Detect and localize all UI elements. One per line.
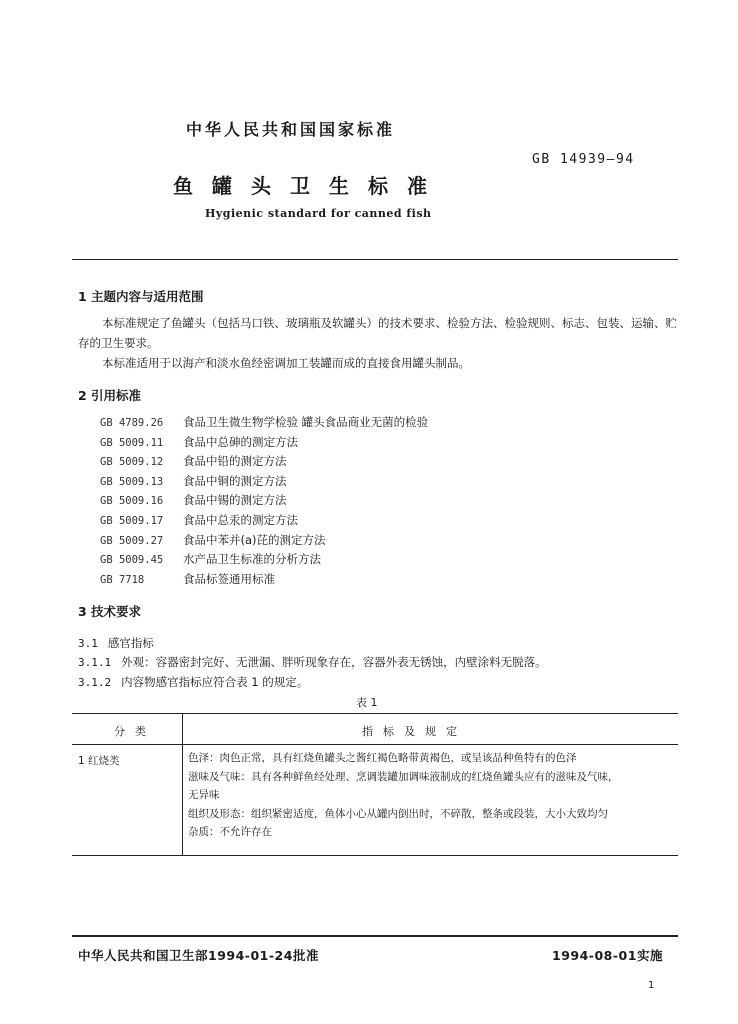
table-caption: 表 1 xyxy=(356,696,378,709)
issuer-title: 中华人民共和国国家标准 xyxy=(186,120,396,139)
reference-item xyxy=(100,570,428,590)
reference-code: GB 5009.16 xyxy=(100,495,164,508)
table-row-category: 1 红烧类 xyxy=(78,755,120,767)
clause-text: 外观：容器密封完好、无泄漏、胖听现象存在，容器外表无锈蚀，内壁涂料无脱落。 xyxy=(121,655,547,669)
spec-line: 无异味 xyxy=(188,789,220,801)
reference-code: GB 5009.27 xyxy=(100,534,164,547)
scope-paragraph-2: 本标准适用于以海产和淡水鱼经密调加工装罐而成的直接食用罐头制品。 xyxy=(102,356,470,370)
standard-number: GB 14939—94 xyxy=(532,152,635,167)
section-technical-heading: 3 技术要求 xyxy=(78,604,142,619)
reference-title: 食品中总汞的测定方法 xyxy=(183,512,298,527)
table-column-divider xyxy=(182,713,183,855)
clause-text: 感官指标 xyxy=(107,636,154,650)
reference-code: GB 4789.26 xyxy=(100,417,164,429)
table-header-spec: 指标及规定 xyxy=(362,725,467,738)
reference-title: 食品标签通用标准 xyxy=(183,571,275,586)
clause-number: 3.1.1 xyxy=(78,656,112,669)
scope-paragraph-1: 本标准规定了鱼罐头（包括马口铁、玻璃瓶及软罐头）的技术要求、检验方法、检验规则、标志、包装、运输、贮存的卫生要求。 xyxy=(78,316,677,350)
reference-list xyxy=(100,413,428,589)
spec-line: 色泽：肉色正常，具有红烧鱼罐头之酱红褐色略带黄褐色，或呈该品种鱼特有的色泽 xyxy=(188,752,577,764)
reference-code: GB 5009.12 xyxy=(100,456,164,469)
reference-code: GB 7718 xyxy=(100,573,145,586)
section-references-heading: 2 引用标准 xyxy=(78,388,142,403)
reference-item xyxy=(100,550,428,570)
reference-title: 食品中锡的测定方法 xyxy=(183,493,287,508)
reference-title: 食品卫生微生物学检验 罐头食品商业无菌的检验 xyxy=(183,415,429,429)
table-row-spec xyxy=(188,749,619,842)
spec-line: 滋味及气味：具有各种鲜鱼经处理、烹调装罐加调味液制成的红烧鱼罐头应有的滋味及气味， xyxy=(188,770,619,783)
page-number: 1 xyxy=(648,980,655,991)
reference-code: GB 5009.45 xyxy=(100,554,164,567)
header-rule xyxy=(72,259,678,260)
clause-text: 内容物感官指标应符合表 1 的规定。 xyxy=(121,675,309,689)
implementation-date: 1994-08-01实施 xyxy=(552,948,663,963)
spec-line: 杂质：不允许存在 xyxy=(188,826,272,838)
document-title: 鱼罐头卫生标准 xyxy=(173,174,446,198)
footer-rule xyxy=(72,935,678,937)
reference-code: GB 5009.17 xyxy=(100,514,164,527)
table-header-row xyxy=(72,713,678,745)
table-header-category: 分类 xyxy=(114,725,156,738)
reference-title: 食品中铅的测定方法 xyxy=(183,454,287,469)
reference-title: 食品中苯并(a)芘的测定方法 xyxy=(183,532,326,547)
reference-item xyxy=(100,531,428,551)
approval-line: 中华人民共和国卫生部1994-01-24批准 xyxy=(78,948,319,963)
reference-code: GB 5009.11 xyxy=(100,436,164,449)
spec-line: 组织及形态：组织紧密适度，鱼体小心从罐内倒出时，不碎散，整条或段装，大小大致均匀 xyxy=(188,807,608,820)
reference-code: GB 5009.13 xyxy=(100,475,164,488)
reference-item xyxy=(100,452,428,472)
clause-3-1 xyxy=(78,635,154,651)
clause-number: 3.1 xyxy=(78,637,98,650)
reference-item xyxy=(100,472,428,492)
table-bottom-rule xyxy=(72,855,678,856)
reference-item xyxy=(100,433,428,453)
clause-number: 3.1.2 xyxy=(78,676,112,689)
clause-3-1-1 xyxy=(78,654,547,670)
reference-title: 水产品卫生标准的分析方法 xyxy=(183,552,321,567)
english-title: Hygienic standard for canned fish xyxy=(205,207,432,220)
reference-item xyxy=(100,413,428,433)
clause-3-1-2 xyxy=(78,674,308,690)
reference-title: 食品中总砷的测定方法 xyxy=(183,434,298,449)
reference-item xyxy=(100,511,428,531)
reference-item xyxy=(100,491,428,511)
section-scope-heading: 1 主题内容与适用范围 xyxy=(78,289,204,304)
reference-title: 食品中铜的测定方法 xyxy=(183,473,287,488)
